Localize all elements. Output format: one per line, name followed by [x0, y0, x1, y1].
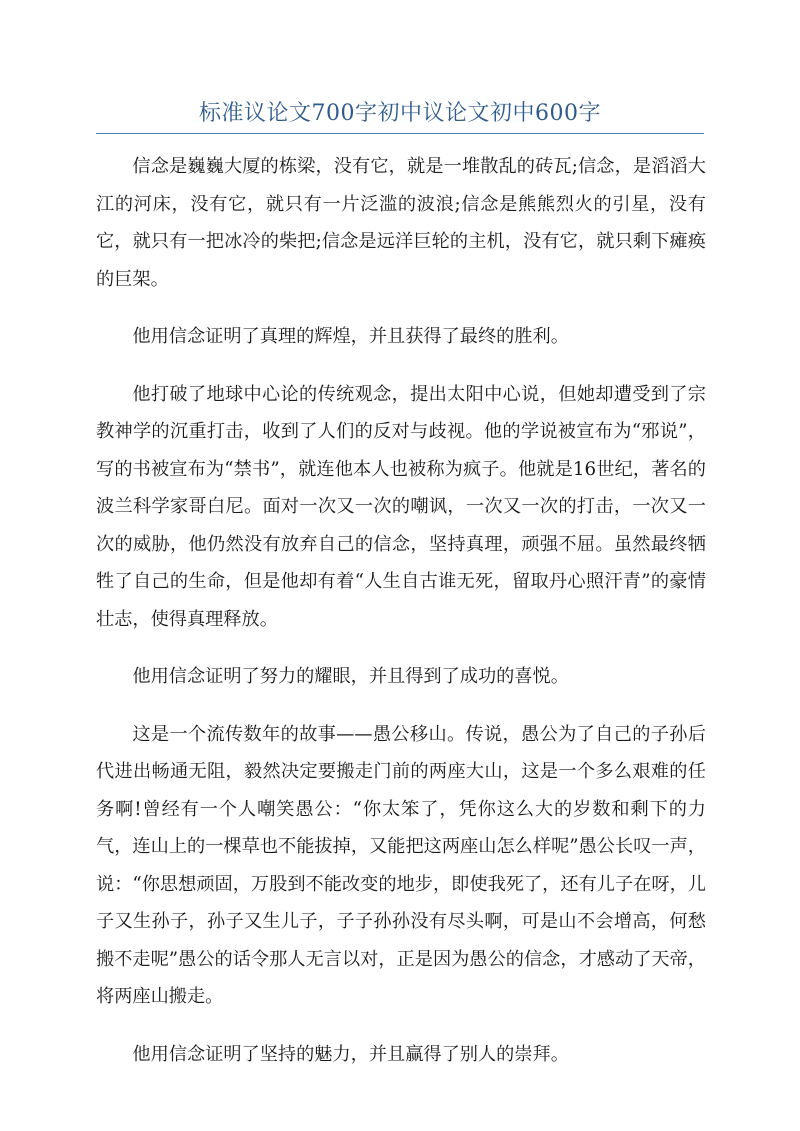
paragraph: 他打破了地球中心论的传统观念，提出太阳中心说，但她却遭受到了宗教神学的沉重打击，收到了人们的反对与歧视。他的学说被宣布为“邪说”，写的书被宣布为“禁书”，就连他本人也被称为疯子。他就是16世纪，著名的波兰科学家哥白尼。面对一次又一次的嘲讽，一次又一次的打击，一次又一次的威胁，他仍然没有放弃自己的信念，坚持真理，顽强不屈。虽然最终牺牲了自己的生命，但是他却有着“人生自古谁无死，留取丹心照汗青”的豪情壮志，使得真理释放。: [96, 383, 706, 630]
paragraph: 这是一个流传数年的故事——愚公移山。传说，愚公为了自己的子孙后代进出畅通无阻，毅然决定要搬走门前的两座大山，这是一个多么艰难的任务啊!曾经有一个人嘲笑愚公：“你太笨了，凭你这么大的岁数和剩下的力气，连山上的一棵草也不能拔掉，又能把这两座山怎么样呢”愚公长叹一声，说：“你思想顽固，万股到不能改变的地步，即使我死了，还有儿子在呀，儿子又生孙子，孙子又生儿子，子子孙孙没有尽头啊，可是山不会增高，何愁搬不走呢”愚公的话令那人无言以对，正是因为愚公的信念，才感动了天帝，将两座山搬走。: [96, 723, 706, 1007]
page-title: 标准议论文700字初中议论文初中600字: [199, 101, 601, 126]
paragraph: 他用信念证明了努力的耀眼，并且得到了成功的喜悦。: [132, 666, 569, 687]
paragraph: 信念是巍巍大厦的栋梁，没有它，就是一堆散乱的砖瓦;信念，是滔滔大江的河床，没有它，就只有一片泛滥的波浪;信念是熊熊烈火的引星，没有它，就只有一把冰冷的柴把;信念是远洋巨轮的主机，没有它，就只剩下瘫痪的巨架。: [96, 156, 706, 290]
document-body: [96, 148, 706, 1093]
title-underline: [96, 133, 704, 134]
paragraph: 他用信念证明了真理的辉煌，并且获得了最终的胜利。: [132, 326, 569, 347]
paragraph: 他用信念证明了坚持的魅力，并且赢得了别人的崇拜。: [132, 1043, 569, 1065]
